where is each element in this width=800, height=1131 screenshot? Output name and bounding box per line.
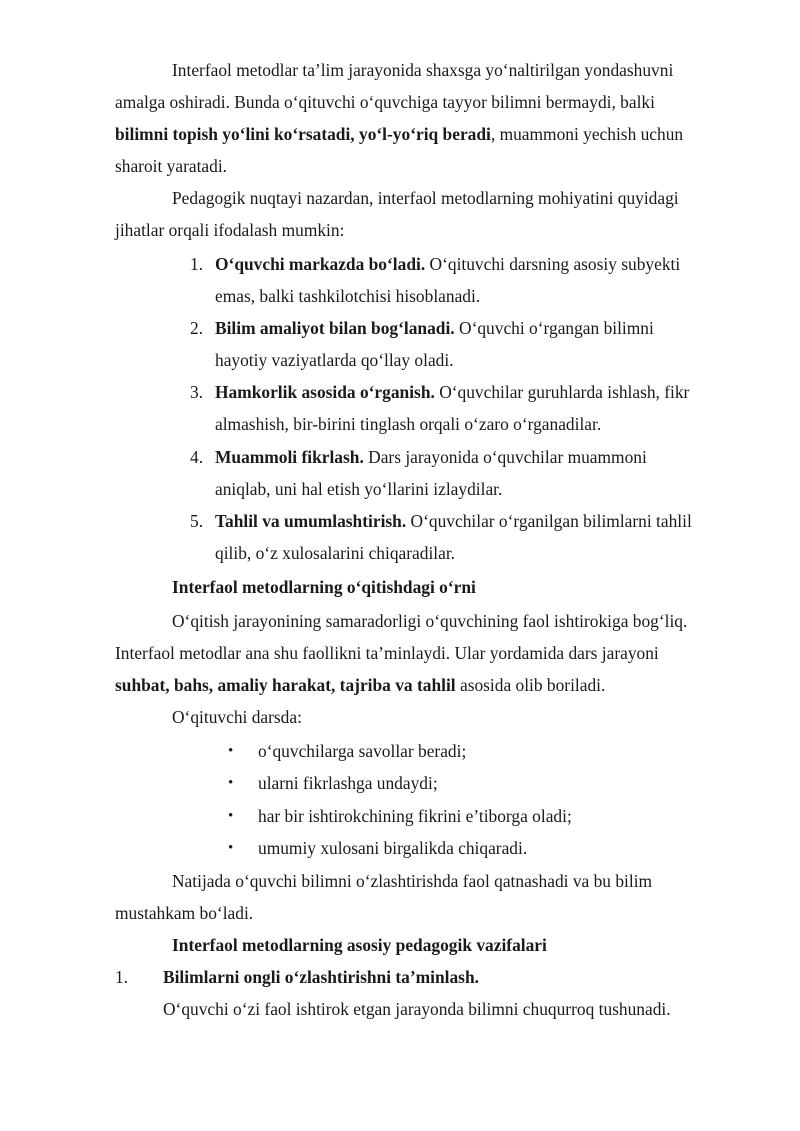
list-item-continuation: almashish, bir-birini tinglash orqali o‘zaro o‘rganadilar. bbox=[215, 414, 602, 434]
section-heading bbox=[172, 934, 547, 956]
bullet-icon: • bbox=[228, 743, 234, 759]
task-title-text: Bilimlarni ongli o‘zlashtirishni ta’minlash. bbox=[163, 967, 479, 987]
list-item-continuation: hayotiy vaziyatlarda qo‘llay oladi. bbox=[215, 350, 454, 370]
list-item bbox=[215, 510, 692, 532]
list-item-title: Muammoli fikrlash. bbox=[215, 447, 364, 467]
text-fragment: asosida olib boriladi. bbox=[455, 675, 606, 695]
list-item-text: O‘qituvchi darsning asosiy subyekti bbox=[425, 254, 681, 274]
bullet-item: umumiy xulosani birgalikda chiqaradi. bbox=[258, 838, 528, 858]
bullet-icon: • bbox=[228, 775, 234, 791]
list-item-continuation: qilib, o‘z xulosalarini chiqaradilar. bbox=[215, 543, 456, 563]
bullet-icon: • bbox=[228, 808, 234, 824]
bullet-item: har bir ishtirokchining fikrini e’tiborga oladi; bbox=[258, 806, 572, 826]
list-item-text: O‘quvchi o‘rgangan bilimni bbox=[454, 318, 654, 338]
paragraph-line: Interfaol metodlar ana shu faollikni ta’minlaydi. Ular yordamida dars jarayoni bbox=[115, 643, 659, 663]
list-number: 5. bbox=[190, 511, 204, 531]
list-item-continuation: emas, balki tashkilotchisi hisoblanadi. bbox=[215, 286, 481, 306]
list-number: 3. bbox=[190, 382, 204, 402]
list-item-text: O‘quvchilar o‘rganilgan bilimlarni tahlil bbox=[406, 511, 692, 531]
bullet-icon: • bbox=[228, 840, 234, 856]
list-item-title: Bilim amaliyot bilan bog‘lanadi. bbox=[215, 318, 455, 338]
list-item-text: O‘quvchilar guruhlarda ishlash, fikr bbox=[434, 382, 690, 402]
list-item-text: Dars jarayonida o‘quvchilar muammoni bbox=[363, 447, 647, 467]
paragraph-line: amalga oshiradi. Bunda o‘qituvchi o‘quvchiga tayyor bilimni bermaydi, balki bbox=[115, 92, 655, 112]
paragraph-line: Natijada o‘quvchi bilimni o‘zlashtirishda faol qatnashadi va bu bilim bbox=[172, 871, 653, 891]
list-item bbox=[215, 317, 654, 339]
task-number: 1. bbox=[115, 967, 129, 987]
paragraph-line bbox=[115, 674, 605, 696]
section-heading-text: Interfaol metodlarning asosiy pedagogik vazifalari bbox=[172, 935, 547, 955]
bullet-item: o‘quvchilarga savollar beradi; bbox=[258, 741, 467, 761]
paragraph-line: O‘qituvchi darsda: bbox=[172, 707, 302, 727]
paragraph-line: jihatlar orqali ifodalash mumkin: bbox=[115, 220, 345, 240]
list-number: 1. bbox=[190, 254, 204, 274]
section-heading bbox=[172, 576, 476, 598]
list-item bbox=[215, 253, 680, 275]
list-item bbox=[215, 381, 689, 403]
paragraph-line: Pedagogik nuqtayi nazardan, interfaol metodlarning mohiyatini quyidagi bbox=[172, 188, 679, 208]
list-item bbox=[215, 446, 647, 468]
bold-phrase: suhbat, bahs, amaliy harakat, tajriba va tahlil bbox=[115, 675, 456, 695]
text-fragment: , muammoni yechish uchun bbox=[490, 124, 684, 144]
list-item-title: Hamkorlik asosida o‘rganish. bbox=[215, 382, 435, 402]
task-title bbox=[163, 966, 479, 988]
section-heading-text: Interfaol metodlarning o‘qitishdagi o‘rni bbox=[172, 577, 476, 597]
list-item-title: Tahlil va umumlashtirish. bbox=[215, 511, 407, 531]
bold-phrase: bilimni topish yo‘lini ko‘rsatadi, yo‘l-yo‘riq beradi bbox=[115, 124, 491, 144]
list-number: 4. bbox=[190, 447, 204, 467]
paragraph-line bbox=[115, 123, 683, 145]
paragraph-line: O‘qitish jarayonining samaradorligi o‘quvchining faol ishtirokiga bog‘liq. bbox=[172, 611, 688, 631]
list-item-title: O‘quvchi markazda bo‘ladi. bbox=[215, 254, 426, 274]
paragraph-line: O‘quvchi o‘zi faol ishtirok etgan jarayonda bilimni chuqurroq tushunadi. bbox=[163, 999, 671, 1019]
list-item-continuation: aniqlab, uni hal etish yo‘llarini izlaydilar. bbox=[215, 479, 503, 499]
bullet-item: ularni fikrlashga undaydi; bbox=[258, 773, 438, 793]
list-number: 2. bbox=[190, 318, 204, 338]
paragraph-line: sharoit yaratadi. bbox=[115, 156, 228, 176]
paragraph-line: Interfaol metodlar ta’lim jarayonida shaxsga yo‘naltirilgan yondashuvni bbox=[172, 60, 674, 80]
paragraph-line: mustahkam bo‘ladi. bbox=[115, 903, 254, 923]
